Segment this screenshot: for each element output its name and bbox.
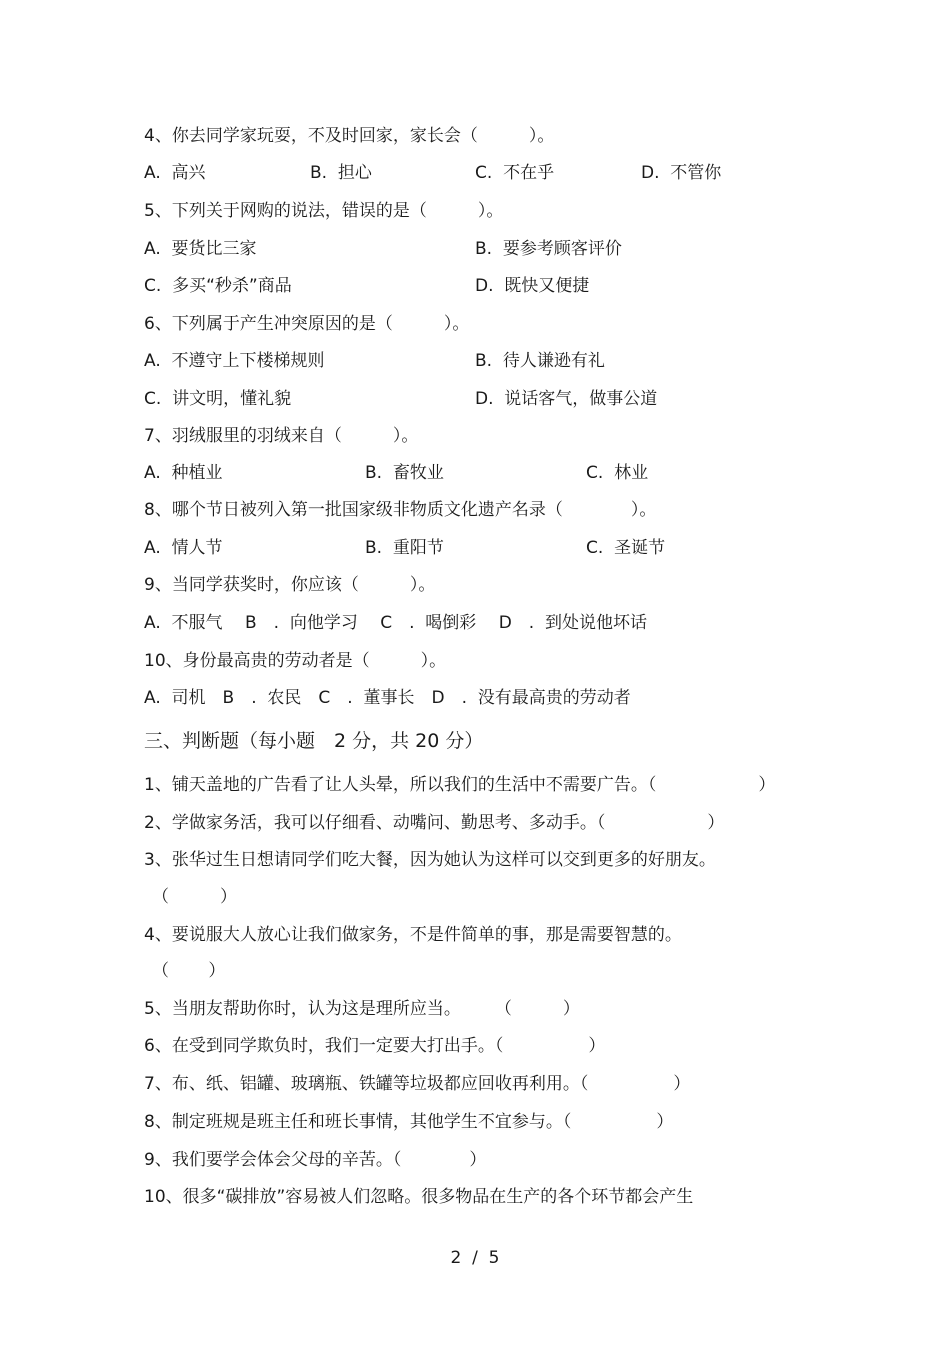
q7-option-a: A. 种植业 [144,463,223,483]
tf-item-4-blank: （ ） [152,961,226,981]
question-10: 10、身份最高贵的劳动者是（ ）。 [144,651,447,671]
q6-option-c: C. 讲文明，懂礼貌 [144,389,292,409]
tf-item-2: 2、学做家务活，我可以仔细看、动嘴问、勤思考、多动手。（ ） [144,813,725,833]
q5-option-c: C. 多买“秒杀”商品 [144,276,292,296]
question-7: 7、羽绒服里的羽绒来自（ ）。 [144,426,419,446]
q10-options: A. 司机 B . 农民 C . 董事长 D . 没有最高贵的劳动者 [144,688,631,708]
tf-item-6: 6、在受到同学欺负时，我们一定要大打出手。（ ） [144,1036,606,1056]
tf-item-9: 9、我们要学会体会父母的辛苦。（ ） [144,1150,487,1170]
tf-item-1: 1、铺天盖地的广告看了让人头晕，所以我们的生活中不需要广告。（ ） [144,775,776,795]
q4-option-a: A. 高兴 [144,163,206,183]
question-8: 8、哪个节日被列入第一批国家级非物质文化遗产名录（ ）。 [144,500,657,520]
question-6: 6、下列属于产生冲突原因的是（ ）。 [144,314,470,334]
q9-options: A. 不服气 B . 向他学习 C . 喝倒彩 D . 到处说他坏话 [144,613,648,633]
q5-option-d: D. 既快又便捷 [475,276,590,296]
tf-item-3-blank: （ ） [152,887,237,907]
q6-option-b: B. 待人谦逊有礼 [475,351,605,371]
question-9: 9、当同学获奖时，你应该（ ）。 [144,575,436,595]
tf-item-5: 5、当朋友帮助你时，认为这是理所应当。 （ ） [144,999,580,1019]
q8-option-c: C. 圣诞节 [586,538,666,558]
q6-option-d: D. 说话客气，做事公道 [475,389,658,409]
tf-item-8: 8、制定班规是班主任和班长事情，其他学生不宜参与。（ ） [144,1112,674,1132]
q8-option-a: A. 情人节 [144,538,223,558]
question-5: 5、下列关于网购的说法，错误的是（ ）。 [144,201,504,221]
tf-item-10: 10、很多“碳排放”容易被人们忽略。很多物品在生产的各个环节都会产生 [144,1187,694,1207]
q7-option-b: B. 畜牧业 [365,463,444,483]
q4-option-c: C. 不在乎 [475,163,555,183]
section-heading: 三、判断题（每小题 2 分，共 20 分） [144,730,484,752]
q6-option-a: A. 不遵守上下楼梯规则 [144,351,325,371]
tf-item-4: 4、要说服大人放心让我们做家务，不是件简单的事，那是需要智慧的。 [144,925,682,945]
q4-option-d: D. 不管你 [641,163,722,183]
q5-option-b: B. 要参考顾客评价 [475,239,622,259]
question-4: 4、你去同学家玩耍，不及时回家，家长会（ ）。 [144,126,555,146]
tf-item-7: 7、布、纸、铝罐、玻璃瓶、铁罐等垃圾都应回收再利用。（ ） [144,1074,691,1094]
q5-option-a: A. 要货比三家 [144,239,257,259]
page-number: 2 / 5 [450,1248,500,1268]
q7-option-c: C. 林业 [586,463,649,483]
q8-option-b: B. 重阳节 [365,538,444,558]
q4-option-b: B. 担心 [310,163,372,183]
tf-item-3: 3、张华过生日想请同学们吃大餐，因为她认为这样可以交到更多的好朋友。 [144,850,716,870]
